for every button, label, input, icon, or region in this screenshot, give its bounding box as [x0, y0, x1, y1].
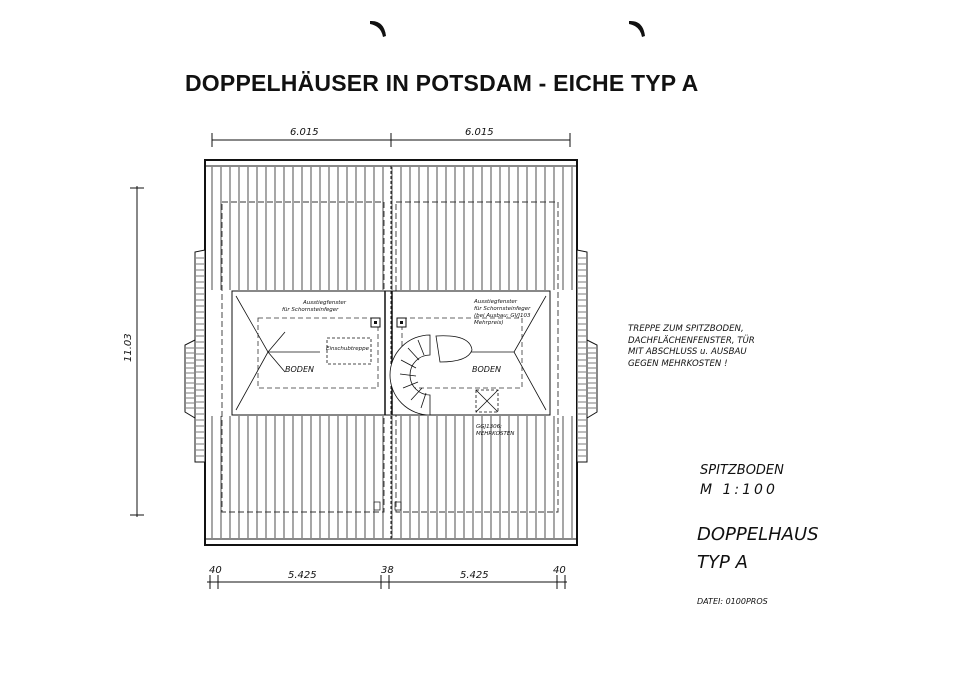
- legend-doppelhaus: DOPPELHAUS: [697, 524, 819, 545]
- dim-bottom-5425-left: 5.425: [288, 570, 317, 581]
- dim-bottom-38: 38: [381, 565, 394, 576]
- note-text: [628, 324, 755, 370]
- note-line-3: MIT ABSCHLUSS u. AUSBAU: [628, 347, 747, 357]
- label-gvj-1: GGJ1306:: [476, 424, 502, 430]
- note-line-2: DACHFLÄCHENFENSTER, TÜR: [628, 335, 755, 346]
- dim-bottom-40-left: 40: [209, 565, 222, 576]
- label-ausstieg-left-1: Ausstiegfenster: [303, 300, 347, 306]
- dim-height: 11.03: [123, 333, 134, 362]
- note-line-1: TREPPE ZUM SPITZBODEN,: [628, 324, 744, 334]
- dim-bottom-5425-right: 5.425: [460, 570, 489, 581]
- label-ausstieg-right-3: (bei Ausbau: GVJ103: [474, 313, 531, 319]
- label-boden-right: BODEN: [472, 365, 501, 374]
- label-ausstieg-right-2: für Schornsteinfeger: [474, 306, 531, 312]
- label-ausstieg-right-4: Mehrpreis): [474, 320, 504, 326]
- dim-top-right: 6.015: [465, 127, 494, 138]
- bottom-dimension: [207, 575, 567, 589]
- label-ausstieg-left-2: für Schornsteinfeger: [282, 307, 339, 313]
- roof-tiles-top: [212, 167, 572, 290]
- legend-scale: M 1:100: [700, 482, 778, 498]
- drawing-title: DOPPELHÄUSER IN POTSDAM - EICHE TYP A: [185, 70, 699, 96]
- label-gvj-2: MEHRKOSTEN: [476, 431, 515, 437]
- label-boden-left: BODEN: [285, 365, 314, 374]
- legend-spitzboden: SPITZBODEN: [700, 463, 784, 478]
- punch-hole-left: [370, 21, 386, 37]
- roof-tiles-bottom: [212, 416, 572, 538]
- label-einschubtreppe: Einschubtreppe: [326, 346, 370, 352]
- note-line-4: GEGEN MEHRKOSTEN !: [628, 358, 728, 369]
- legend-typ: TYP A: [697, 552, 748, 573]
- dim-bottom-40-right: 40: [553, 565, 566, 576]
- dim-top-left: 6.015: [290, 127, 319, 138]
- legend-date: DATEI: 0100PROS: [697, 597, 768, 606]
- label-ausstieg-right-1: Ausstiegfenster: [474, 299, 518, 305]
- punch-hole-right: [629, 21, 645, 37]
- top-dimension: [212, 133, 570, 147]
